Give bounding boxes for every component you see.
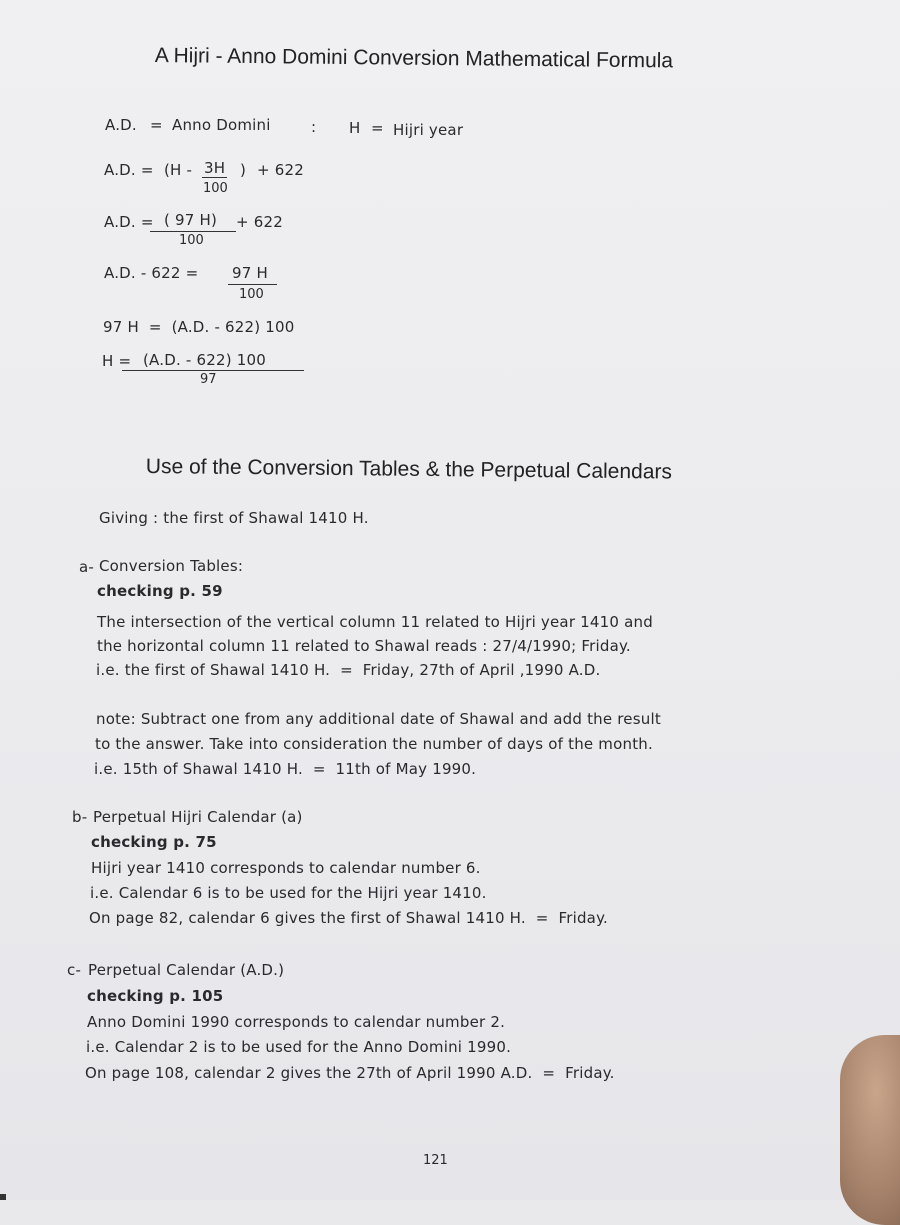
sec-a-note-3: i.e. 15th of Shawal 1410 H. = 11th of May 1990. (94, 760, 477, 778)
f4-text: 97 H = (A.D. - 622) 100 (103, 318, 295, 336)
def-h: H (349, 119, 361, 137)
f2-lhs: A.D. = (104, 213, 154, 231)
sec-b-label: b- (72, 808, 88, 826)
f5-lhs: H = (102, 352, 132, 370)
f5-fraction-bar (122, 370, 304, 371)
def-ad: A.D. (105, 116, 137, 134)
sec-c-line-1: Anno Domini 1990 corresponds to calendar number 2. (87, 1013, 506, 1031)
sec-a-line-3: i.e. the first of Shawal 1410 H. = Friday, 27th of April ,1990 A.D. (96, 661, 601, 679)
formula-title: A Hijri - Anno Domini Conversion Mathematical Formula (154, 44, 674, 73)
def-eq-1: = (150, 116, 163, 134)
f2-den: 100 (179, 233, 204, 248)
f5-num: (A.D. - 622) 100 (143, 351, 266, 369)
f2-num: ( 97 H) (164, 211, 218, 229)
sec-b-line-2: i.e. Calendar 6 is to be used for the Hijri year 1410. (90, 884, 487, 902)
sec-b-heading: Perpetual Hijri Calendar (a) (93, 808, 303, 826)
def-eq-2: = (371, 119, 384, 137)
f3-fraction-bar (228, 284, 277, 285)
f1-den: 100 (203, 181, 228, 196)
f1-close: ) (240, 161, 247, 179)
giving-line: Giving : the first of Shawal 1410 H. (99, 509, 369, 527)
corner-mark (0, 1194, 6, 1200)
sec-a-check: checking p. 59 (97, 582, 223, 600)
sec-c-label: c- (67, 961, 82, 979)
sec-c-heading: Perpetual Calendar (A.D.) (88, 961, 285, 979)
sec-c-check: checking p. 105 (87, 987, 224, 1005)
f1-plus: + 622 (257, 161, 304, 179)
sec-c-line-3: On page 108, calendar 2 gives the 27th of April 1990 A.D. = Friday. (85, 1064, 615, 1082)
sec-a-heading: Conversion Tables: (99, 557, 244, 575)
f3-den: 100 (239, 287, 264, 302)
sec-a-label: a- (79, 558, 95, 576)
f1-lhs: A.D. = (104, 161, 154, 179)
thumb-in-frame (840, 1035, 900, 1225)
f5-den: 97 (200, 372, 217, 387)
f3-num: 97 H (232, 264, 268, 282)
f3-lhs: A.D. - 622 = (104, 264, 199, 282)
page-number: 121 (423, 1153, 448, 1168)
sec-c-line-2: i.e. Calendar 2 is to be used for the Anno Domini 1990. (86, 1038, 512, 1056)
sec-b-line-1: Hijri year 1410 corresponds to calendar number 6. (91, 859, 481, 877)
def-anno: Anno Domini (172, 116, 271, 134)
sec-a-note-1: note: Subtract one from any additional date of Shawal and add the result (96, 710, 661, 728)
tables-title: Use of the Conversion Tables & the Perpetual Calendars (145, 455, 673, 484)
f2-fraction-bar (150, 231, 236, 232)
sec-b-check: checking p. 75 (91, 833, 217, 851)
sec-a-line-2: the horizontal column 11 related to Shawal reads : 27/4/1990; Friday. (97, 637, 631, 655)
f1-open: (H - (164, 161, 193, 179)
sec-a-note-2: to the answer. Take into consideration the number of days of the month. (95, 735, 653, 753)
def-colon: : (311, 118, 317, 136)
def-hijri: Hijri year (393, 121, 464, 139)
f1-num: 3H (204, 159, 226, 177)
f2-plus: + 622 (236, 213, 283, 231)
sec-b-line-3: On page 82, calendar 6 gives the first of Shawal 1410 H. = Friday. (89, 909, 608, 927)
sec-a-line-1: The intersection of the vertical column 11 related to Hijri year 1410 and (97, 613, 653, 631)
